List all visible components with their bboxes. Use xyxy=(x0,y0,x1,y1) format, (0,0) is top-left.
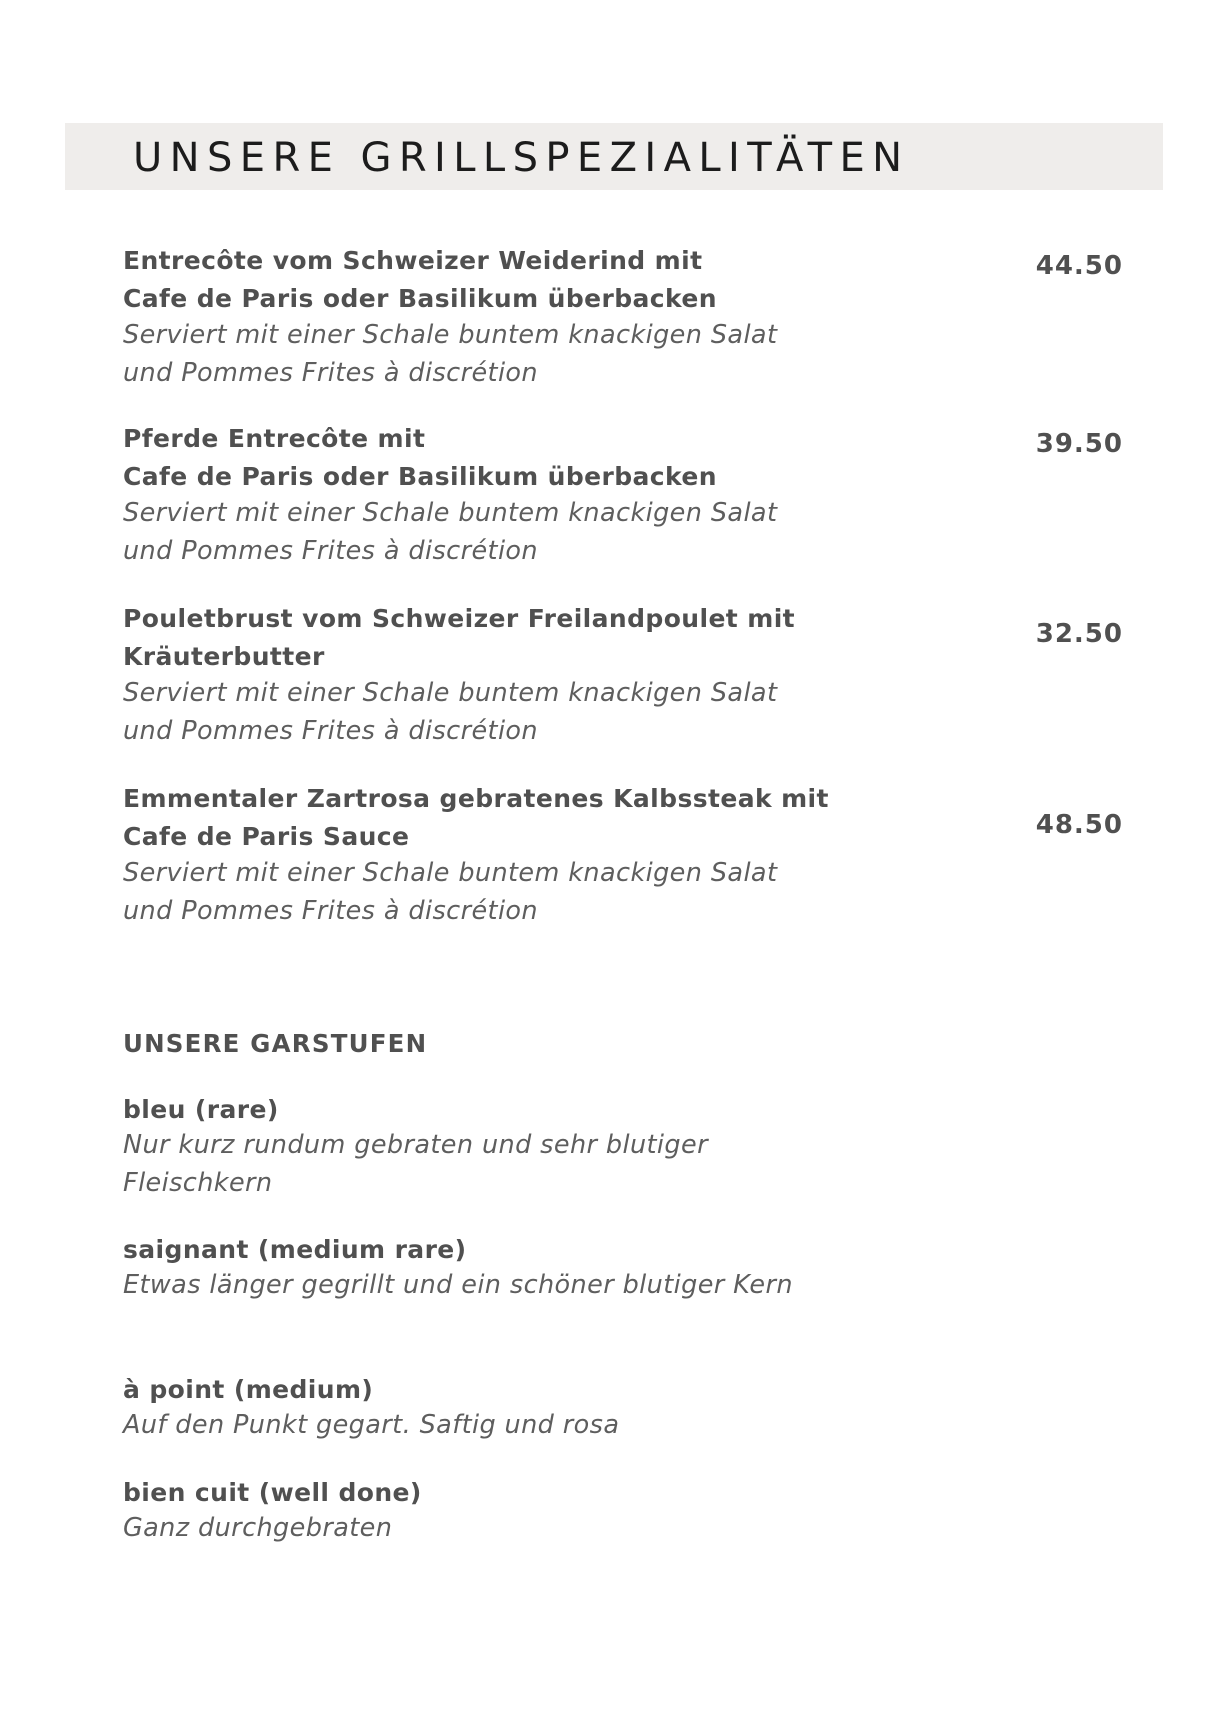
doneness-level xyxy=(123,1231,843,1304)
dish-description: Serviert mit einer Schale buntem knackigen Salat und Pommes Frites à discrétion xyxy=(123,320,778,388)
doneness-description: Ganz durchgebraten xyxy=(123,1513,393,1543)
doneness-name: saignant (medium rare) xyxy=(123,1235,467,1264)
doneness-name: bleu (rare) xyxy=(123,1095,279,1124)
dish-price: 44.50 xyxy=(1035,251,1123,281)
garstufen-heading: UNSERE GARSTUFEN xyxy=(123,1029,428,1058)
doneness-description: Nur kurz rundum gebraten und sehr blutiger Fleischkern xyxy=(123,1130,708,1198)
dish-description: Serviert mit einer Schale buntem knackigen Salat und Pommes Frites à discrétion xyxy=(123,858,778,926)
dish-name: Emmentaler Zartrosa gebratenes Kalbssteak mit Cafe de Paris Sauce xyxy=(123,784,829,851)
doneness-level xyxy=(123,1371,843,1444)
dish-price: 32.50 xyxy=(1035,619,1123,649)
dish-name: Entrecôte vom Schweizer Weiderind mit Cafe de Paris oder Basilikum überbacken xyxy=(123,246,717,313)
dish-price: 48.50 xyxy=(1035,810,1123,840)
menu-item xyxy=(123,780,1123,930)
doneness-level xyxy=(123,1091,843,1202)
page-title: UNSERE GRILLSPEZIALITÄTEN xyxy=(133,135,910,181)
doneness-description: Etwas länger gegrillt und ein schöner blutiger Kern xyxy=(123,1270,793,1300)
menu-item xyxy=(123,242,1123,392)
doneness-name: à point (medium) xyxy=(123,1375,374,1404)
menu-item xyxy=(123,420,1123,570)
menu-item xyxy=(123,600,1123,750)
dish-description: Serviert mit einer Schale buntem knackigen Salat und Pommes Frites à discrétion xyxy=(123,498,778,566)
dish-name: Pouletbrust vom Schweizer Freilandpoulet mit Kräuterbutter xyxy=(123,604,796,671)
dish-name: Pferde Entrecôte mit Cafe de Paris oder Basilikum überbacken xyxy=(123,424,717,491)
doneness-name: bien cuit (well done) xyxy=(123,1478,422,1507)
doneness-description: Auf den Punkt gegart. Saftig und rosa xyxy=(123,1410,620,1440)
dish-price: 39.50 xyxy=(1035,429,1123,459)
dish-description: Serviert mit einer Schale buntem knackigen Salat und Pommes Frites à discrétion xyxy=(123,678,778,746)
doneness-level xyxy=(123,1474,843,1547)
